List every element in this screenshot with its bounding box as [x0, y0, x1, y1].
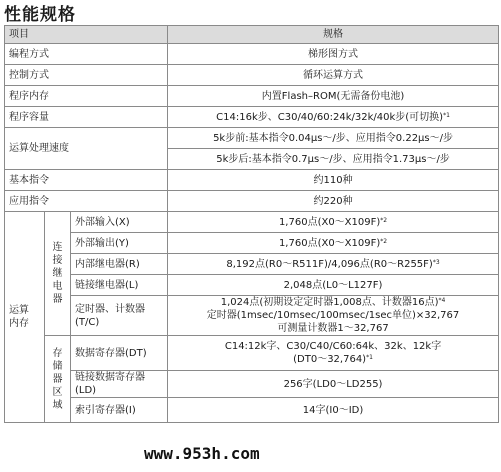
table-row	[5, 212, 499, 233]
value-text: (DT0～32,764)	[293, 354, 367, 365]
table-row	[5, 65, 499, 86]
row-label: 数据寄存器(DT)	[71, 336, 168, 371]
row-value: 5k步前:基本指令0.04μs～/步、应用指令0.22μs～/步	[168, 128, 499, 149]
footnote-mark: *2	[380, 237, 388, 245]
row-value: 5k步后:基本指令0.7μs～/步、应用指令1.73μs～/步	[168, 149, 499, 170]
watermark: www.953h.com	[144, 444, 260, 463]
row-value: 梯形图方式	[168, 44, 499, 65]
row-label: 外部输出(Y)	[71, 233, 168, 254]
row-value: 循环运算方式	[168, 65, 499, 86]
table-row	[5, 233, 499, 254]
row-value	[168, 233, 499, 254]
table-row	[5, 254, 499, 275]
row-label: 内部继电器(R)	[71, 254, 168, 275]
table-row	[5, 371, 499, 398]
header-spec: 规格	[168, 26, 499, 44]
value-text: 1,024点(初期设定定时器1,008点、计数器16点)	[220, 297, 439, 308]
table-row	[5, 398, 499, 423]
table-row	[5, 44, 499, 65]
row-label: 定时器、计数器(T/C)	[71, 296, 168, 336]
table-row	[5, 296, 499, 336]
row-label: 控制方式	[5, 65, 168, 86]
value-text: 1,760点(X0～X109F)	[278, 216, 381, 228]
row-value	[168, 107, 499, 128]
value-text: C14:16k步、C30/40/60:24k/32k/40k步(可切换)	[216, 111, 444, 123]
row-label: 外部输入(X)	[71, 212, 168, 233]
row-value: 2,048点(L0～L127F)	[168, 275, 499, 296]
row-label: 索引寄存器(I)	[71, 398, 168, 423]
group-label-text: 存 储 器 区 域	[52, 347, 63, 411]
footnote-mark: *1	[443, 111, 450, 119]
page-title: 性能规格	[4, 5, 76, 25]
row-label: 应用指令	[5, 191, 168, 212]
row-label: 链接数据寄存器(LD)	[71, 371, 168, 398]
value-text: 8,192点(R0～R511F)/4,096点(R0～R255F)	[226, 258, 433, 270]
group-label-relays	[45, 212, 71, 336]
row-label: 编程方式	[5, 44, 168, 65]
row-value	[168, 296, 499, 336]
footnote-mark: *2	[380, 216, 388, 224]
table-row	[5, 86, 499, 107]
row-value	[168, 212, 499, 233]
row-label: 运算处理速度	[5, 128, 168, 170]
table-row	[5, 336, 499, 371]
value-text: 定时器(1msec/10msec/100msec/1sec单位)×32,767	[206, 310, 460, 321]
value-text: C14:12k字、C30/C40/C60:64k、32k、12k字	[224, 341, 442, 352]
row-value	[168, 254, 499, 275]
group-label-operation-memory	[5, 212, 45, 423]
table-row	[5, 128, 499, 149]
value-text: 可测量计数器1～32,767	[277, 323, 389, 334]
row-value: 256字(LD0～LD255)	[168, 371, 499, 398]
row-value: 约220种	[168, 191, 499, 212]
footnote-mark: *4	[438, 297, 446, 304]
group-label-storage	[45, 336, 71, 423]
table-row	[5, 170, 499, 191]
row-label: 基本指令	[5, 170, 168, 191]
table-row	[5, 191, 499, 212]
row-value: 14字(I0～ID)	[168, 398, 499, 423]
spec-table	[4, 25, 499, 423]
row-value: 约110种	[168, 170, 499, 191]
row-label: 链接继电器(L)	[71, 275, 168, 296]
row-value	[168, 336, 499, 371]
table-row	[5, 107, 499, 128]
row-value: 内置Flash–ROM(无需备份电池)	[168, 86, 499, 107]
row-label: 程序容量	[5, 107, 168, 128]
value-text: 1,760点(X0～X109F)	[278, 237, 381, 249]
table-header-row	[5, 26, 499, 44]
table-row	[5, 275, 499, 296]
header-item: 项目	[5, 26, 168, 44]
group-label-text: 连 接 继 电 器	[52, 242, 63, 305]
group-label-text: 运算 内存	[9, 305, 29, 329]
row-label: 程序内存	[5, 86, 168, 107]
footnote-mark: *1	[366, 354, 373, 361]
footnote-mark: *3	[432, 258, 440, 266]
